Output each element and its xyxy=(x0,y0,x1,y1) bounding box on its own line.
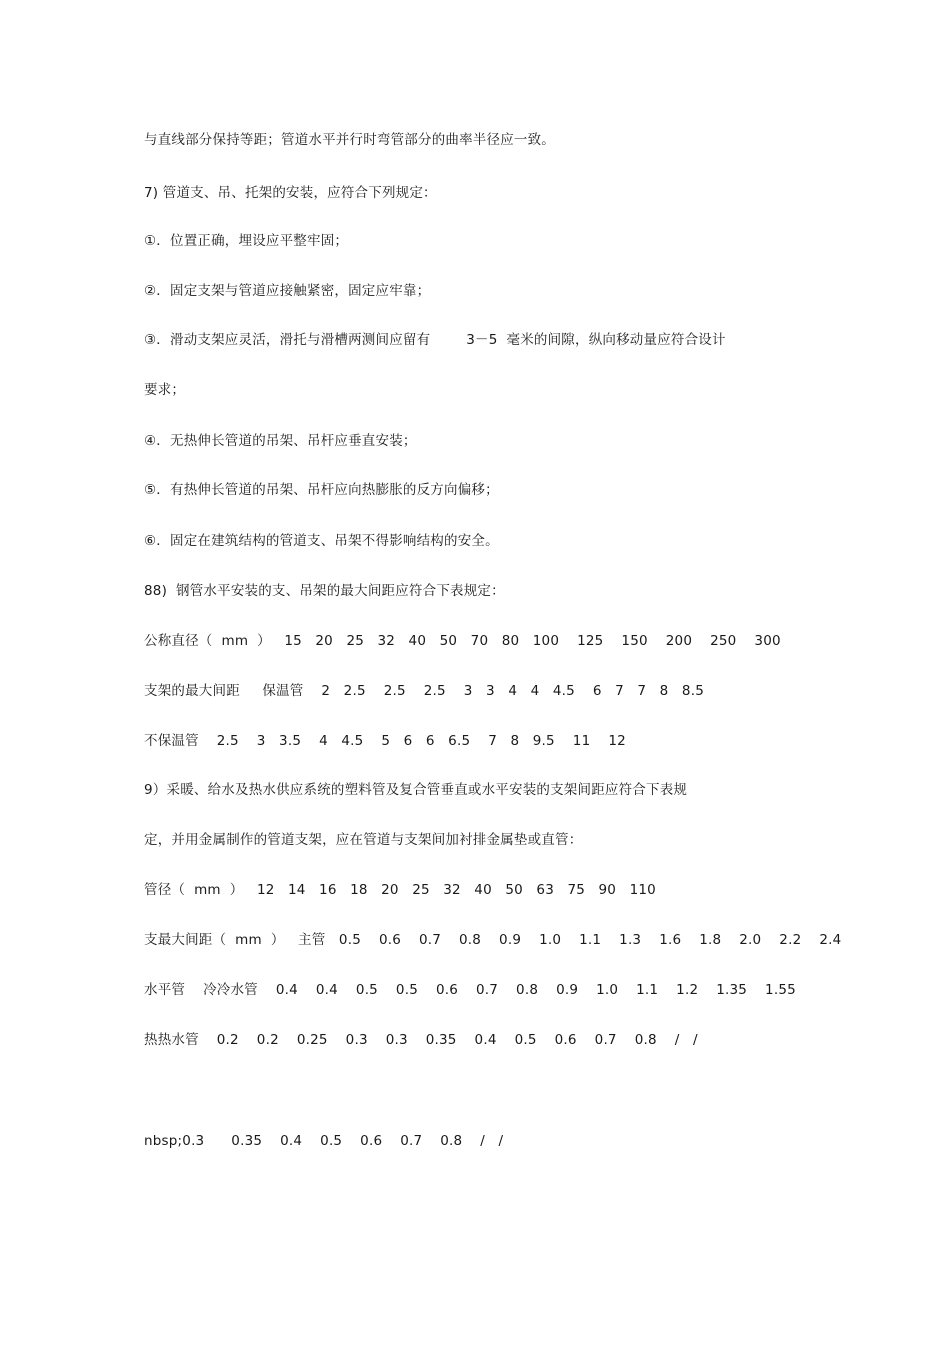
table-row: 管径（ mm ） 12 14 16 18 20 25 32 40 50 63 75 90 110 xyxy=(144,882,656,898)
section-7-heading: 7) 管道支、吊、托架的安装，应符合下列规定： xyxy=(144,185,437,201)
list-item: ⑥．固定在建筑结构的管道支、吊架不得影响结构的安全。 xyxy=(144,533,499,549)
table-row: 支架的最大间距 保温管 2 2.5 2.5 2.5 3 3 4 4 4.5 6 7 7 8 8.5 xyxy=(144,683,704,699)
text-line: 要求； xyxy=(144,382,186,398)
list-item: ⑤．有热伸长管道的吊架、吊杆应向热膨胀的反方向偏移； xyxy=(144,482,499,498)
table-row: 水平管 冷冷水管 0.4 0.4 0.5 0.5 0.6 0.7 0.8 0.9 1.0 1.1 1.2 1.35 1.55 xyxy=(144,982,796,998)
table-row: 公称直径（ mm ） 15 20 25 32 40 50 70 80 100 125 150 200 250 300 xyxy=(144,633,781,649)
table-row: nbsp;0.3 0.35 0.4 0.5 0.6 0.7 0.8 / / xyxy=(144,1133,504,1149)
table-row: 支最大间距（ mm ） 主管 0.5 0.6 0.7 0.8 0.9 1.0 1.1 1.3 1.6 1.8 2.0 2.2 2.4 xyxy=(144,932,842,948)
table-row: 热热水管 0.2 0.2 0.25 0.3 0.3 0.35 0.4 0.5 0.6 0.7 0.8 / / xyxy=(144,1032,698,1048)
text-line: 与直线部分保持等距；管道水平并行时弯管部分的曲率半径应一致。 xyxy=(144,132,555,148)
list-item: ①．位置正确，埋设应平整牢固； xyxy=(144,233,349,249)
text-line: 定，并用金属制作的管道支架，应在管道与支架间加衬排金属垫或直管： xyxy=(144,832,583,848)
list-item: ③．滑动支架应灵活，滑托与滑槽两测间应留有 3－5 毫米的间隙，纵向移动量应符合设计 xyxy=(144,332,726,348)
section-9-heading: 9）采暖、给水及热水供应系统的塑料管及复合管垂直或水平安装的支架间距应符合下表规 xyxy=(144,782,688,798)
list-item: ④．无热伸长管道的吊架、吊杆应垂直安装； xyxy=(144,433,417,449)
section-8-heading: 88) 钢管水平安装的支、吊架的最大间距应符合下表规定： xyxy=(144,583,505,599)
table-row: 不保温管 2.5 3 3.5 4 4.5 5 6 6 6.5 7 8 9.5 11 12 xyxy=(144,733,626,749)
list-item: ②．固定支架与管道应接触紧密，固定应牢靠； xyxy=(144,283,431,299)
